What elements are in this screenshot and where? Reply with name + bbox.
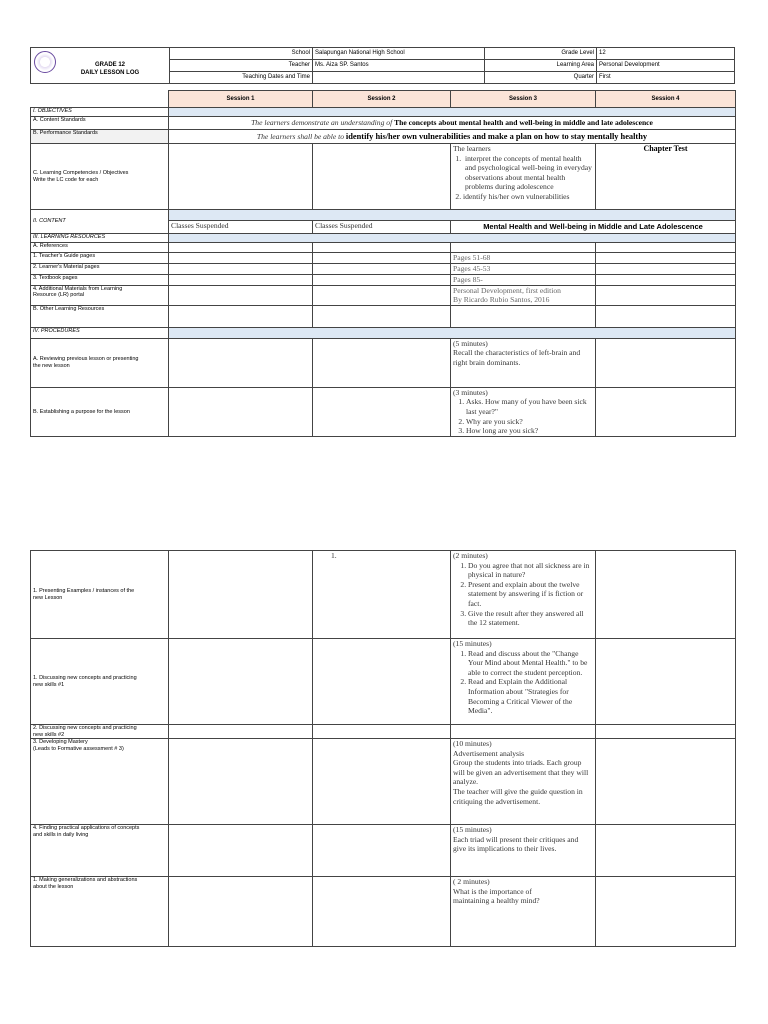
textbook-s3: Pages 85- (451, 274, 596, 285)
making-label: 1. Making generalizations and abstractions about the lesson (31, 877, 169, 947)
quarter-label: Quarter (485, 72, 597, 84)
competencies-intro: The learners (453, 144, 491, 153)
session-4-header: Session 4 (596, 91, 736, 108)
establishing-label: B. Establishing a purpose for the lesson (31, 387, 169, 436)
lesson-table-continued (30, 550, 736, 947)
establishing-item: 3. How long are you sick? (466, 426, 593, 436)
empty-cell (596, 551, 736, 639)
content-s3: Mental Health and Well-being in Middle and Late Adolescence (451, 221, 736, 234)
empty-cell (169, 338, 313, 387)
empty-cell (596, 387, 736, 436)
presenting-item: 1. Do you agree that not all sickness are in physical in nature? (468, 561, 593, 580)
empty-cell (313, 877, 451, 947)
resources-band (169, 234, 736, 243)
finding-label: 4. Finding practical applications of concepts and skills in daily living (31, 825, 169, 877)
empty-cell (313, 274, 451, 285)
additional-materials-s3: Personal Development, first edition By Ricardo Rubio Santos, 2016 (451, 285, 596, 305)
empty-cell (169, 264, 313, 275)
empty-cell (169, 243, 313, 253)
content-s1: Classes Suspended (169, 221, 313, 234)
empty-cell (313, 739, 451, 825)
reviewing-label: A. Reviewing previous lesson or presenting the new lesson (31, 338, 169, 387)
competencies-label: C. Learning Competencies / Objectives Write the LC code for each (31, 144, 169, 210)
empty-cell (596, 305, 736, 327)
log-grade: GRADE 12 (94, 61, 125, 68)
empty-cell (596, 825, 736, 877)
content-heading: II. CONTENT (31, 210, 169, 234)
empty-cell (596, 639, 736, 725)
discussing1-item: 1. Read and discuss about the "Change Your Mind about Mental Health." to be able to correct the student perception. (468, 649, 593, 678)
empty-cell (313, 264, 451, 275)
competencies-s1 (169, 144, 313, 210)
empty-cell (596, 739, 736, 825)
empty-cell (451, 725, 596, 739)
empty-cell (596, 264, 736, 275)
content-standards-prefix: The learners demonstrate an understanding of (251, 118, 395, 128)
teachers-guide-s3: Pages 51-68 (451, 253, 596, 264)
dates-value (313, 72, 485, 84)
discussing2-label: 2. Discussing new concepts and practicing new skills #2 (31, 725, 169, 739)
learners-material-label: 2. Learner's Material pages (31, 264, 169, 275)
establishing-item: 2. Why are you sick? (466, 417, 593, 427)
empty-cell (313, 243, 451, 253)
discussing1-time: (15 minutes) (453, 639, 492, 648)
empty-cell (169, 825, 313, 877)
empty-cell (451, 305, 596, 327)
reviewing-s3: (5 minutes) Recall the characteristics of left-brain and right brain dominants. (451, 338, 596, 387)
presenting-s3 (451, 551, 596, 639)
discussing1-s3 (451, 639, 596, 725)
presenting-item: 2. Present and explain about the twelve statement by answering if is fiction or fact. (468, 580, 593, 609)
performance-standards-cell (169, 130, 736, 144)
presenting-s2: 1. (313, 551, 451, 639)
procedures-band (169, 327, 736, 338)
dates-label: Teaching Dates and Time (170, 72, 313, 84)
competencies-s2 (313, 144, 451, 210)
empty-cell (313, 338, 451, 387)
objectives-band (169, 108, 736, 117)
empty-cell (313, 825, 451, 877)
content-standards-cell (169, 117, 736, 130)
empty-cell (596, 274, 736, 285)
empty-cell (313, 305, 451, 327)
empty-cell (596, 877, 736, 947)
session-2-header: Session 2 (313, 91, 451, 108)
content-band (169, 210, 736, 221)
content-standards-label: A. Content Standards (31, 117, 169, 130)
procedures-heading: IV. PROCEDURES (31, 327, 169, 338)
empty-cell (313, 253, 451, 264)
empty-cell (596, 285, 736, 305)
empty-cell (169, 274, 313, 285)
performance-prefix: The learners shall be able to (256, 131, 346, 141)
finding-s3: (15 minutes) Each triad will present their critiques and give its implications to their lives. (451, 825, 596, 877)
discussing1-item: 2. Read and Explain the Additional Information about "Strategies for Becoming a Critical Viewer of the Media". (468, 677, 593, 715)
school-label: School (170, 48, 313, 60)
establishing-item: 1. Asks. How many of you have been sick last year?" (466, 397, 593, 416)
performance-value: identify his/her own vulnerabilities and make a plan on how to stay mentally healthy (345, 131, 648, 141)
empty-cell (169, 285, 313, 305)
empty-cell (313, 725, 451, 739)
presenting-time: (2 minutes) (453, 551, 488, 560)
empty-cell (169, 305, 313, 327)
empty-cell (313, 285, 451, 305)
area-label: Learning Area (485, 60, 597, 72)
grade-value: 12 (597, 48, 735, 60)
mastery-label: 3. Developing Mastery (Leads to Formative assessment # 3) (31, 739, 169, 825)
empty-cell (169, 551, 313, 639)
making-s3: ( 2 minutes) What is the importance of maintaining a healthy mind? (451, 877, 596, 947)
log-title: DAILY LESSON LOG (80, 69, 140, 76)
teacher-value: Ms. Aiza SP. Santos (313, 60, 485, 72)
references-label: A. References (31, 243, 169, 253)
presenting-label: 1. Presenting Examples / instances of the new Lesson (31, 551, 169, 639)
competencies-s3 (451, 144, 596, 210)
empty-cell (313, 387, 451, 436)
performance-standards-label: B. Performance Standards (31, 130, 169, 144)
empty-cell (169, 877, 313, 947)
school-value: Salapungan National High School (313, 48, 485, 60)
competencies-s4: Chapter Test (596, 144, 736, 210)
content-standards-value: The concepts about mental health and well-being in middle and late adolescence (394, 118, 653, 128)
other-resources-label: B. Other Learning Resources (31, 305, 169, 327)
teacher-label: Teacher (170, 60, 313, 72)
additional-materials-label: 4. Additional Materials from Learning Resource (LR) portal (31, 285, 169, 305)
textbook-label: 3. Textbook pages (31, 274, 169, 285)
establishing-s3 (451, 387, 596, 436)
content-s2: Classes Suspended (313, 221, 451, 234)
area-value: Personal Development (597, 60, 735, 72)
lesson-table (30, 90, 736, 437)
competency-item: 2. identify his/her own vulnerabilities (463, 192, 593, 202)
header-table (30, 47, 735, 84)
empty-cell (596, 253, 736, 264)
competency-item: 1. interpret the concepts of mental health and psychological well-being in everyday observations about mental health problems during adolescence (463, 154, 593, 192)
empty-cell (313, 639, 451, 725)
establishing-time: (3 minutes) (453, 387, 488, 397)
teachers-guide-label: 1. Teacher's Guide pages (31, 253, 169, 264)
resources-heading: III. LEARNING RESOURCES (31, 234, 169, 243)
empty-cell (451, 243, 596, 253)
session-1-header: Session 1 (169, 91, 313, 108)
empty-cell (596, 338, 736, 387)
empty-cell (169, 639, 313, 725)
session-blank (31, 91, 169, 108)
mastery-s3: (10 minutes) Advertisement analysis Group the students into triads. Each group will be given an advertisement that they will analyze. The teacher will give the guide question in critiquing the advertisement. (451, 739, 596, 825)
header-logo-cell (31, 48, 170, 84)
empty-cell (169, 739, 313, 825)
quarter-value: First (597, 72, 735, 84)
learners-material-s3: Pages 45-53 (451, 264, 596, 275)
session-3-header: Session 3 (451, 91, 596, 108)
empty-cell (169, 387, 313, 436)
empty-cell (596, 243, 736, 253)
presenting-item: 3. Give the result after they answered all the 12 statement. (468, 609, 593, 628)
empty-cell (596, 725, 736, 739)
grade-label: Grade Level (485, 48, 597, 60)
empty-cell (169, 253, 313, 264)
discussing1-label: 1. Discussing new concepts and practicing new skills #1 (31, 639, 169, 725)
objectives-heading: I. OBJECTIVES (31, 108, 169, 117)
empty-cell (169, 725, 313, 739)
